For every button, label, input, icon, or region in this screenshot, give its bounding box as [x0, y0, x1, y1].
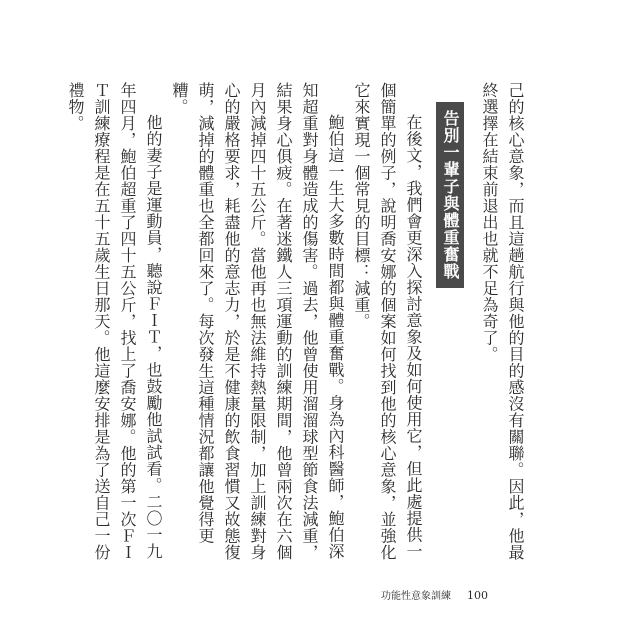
running-title: 功能性意象訓練: [381, 591, 451, 602]
paragraph-bob-fit: 他的妻子是運動員，聽說ＦＩＴ，也鼓勵他試試看。二〇一九年四月，鮑伯超重了四十五公斤，找上了喬安娜。他的第一次ＦＩＴ訓練療程是在五十五歲生日那天。他這麼安排是為了送自己一份禮物。: [66, 82, 163, 561]
paragraph-intro: 己的核心意象，而且這趟航行與他的目的感沒有關聯。因此，他最終選擇在結束前退出也就不足為奇了。: [480, 82, 525, 561]
paragraph-bob-history: 鮑伯這一生大多數時間都與體重奮戰。身為內科醫師，鮑伯深知超重對身體造成的傷害。過去，他曾使用溜溜球型節食法減重，結果身心俱疲。在著迷鐵人三項運動的訓練期間，他曾兩次在六個月內減掉四十五公斤。當他再也無法維持熱量限制，加上訓練對身心的嚴格要求，耗盡他的意志力，於是不健康的飲食習慣又故態復萌，減掉的體重也全都回來了。每次發生這種情況都讓他覺得更糟。: [170, 82, 345, 561]
paragraph-example: 在後文，我們會更深入探討意象及如何使用它，但此處提供一個簡單的例子，說明喬安娜的個案如何找到他的核心意象，並強化它來實現一個常見的目標：減重。: [352, 82, 423, 561]
vertical-text-body: [62, 82, 528, 564]
page-footer: [381, 587, 488, 602]
page-number: 100: [467, 589, 488, 602]
section-heading-wrap: [426, 102, 476, 564]
section-heading: 告別一輩子與體重奮戰: [436, 102, 464, 288]
